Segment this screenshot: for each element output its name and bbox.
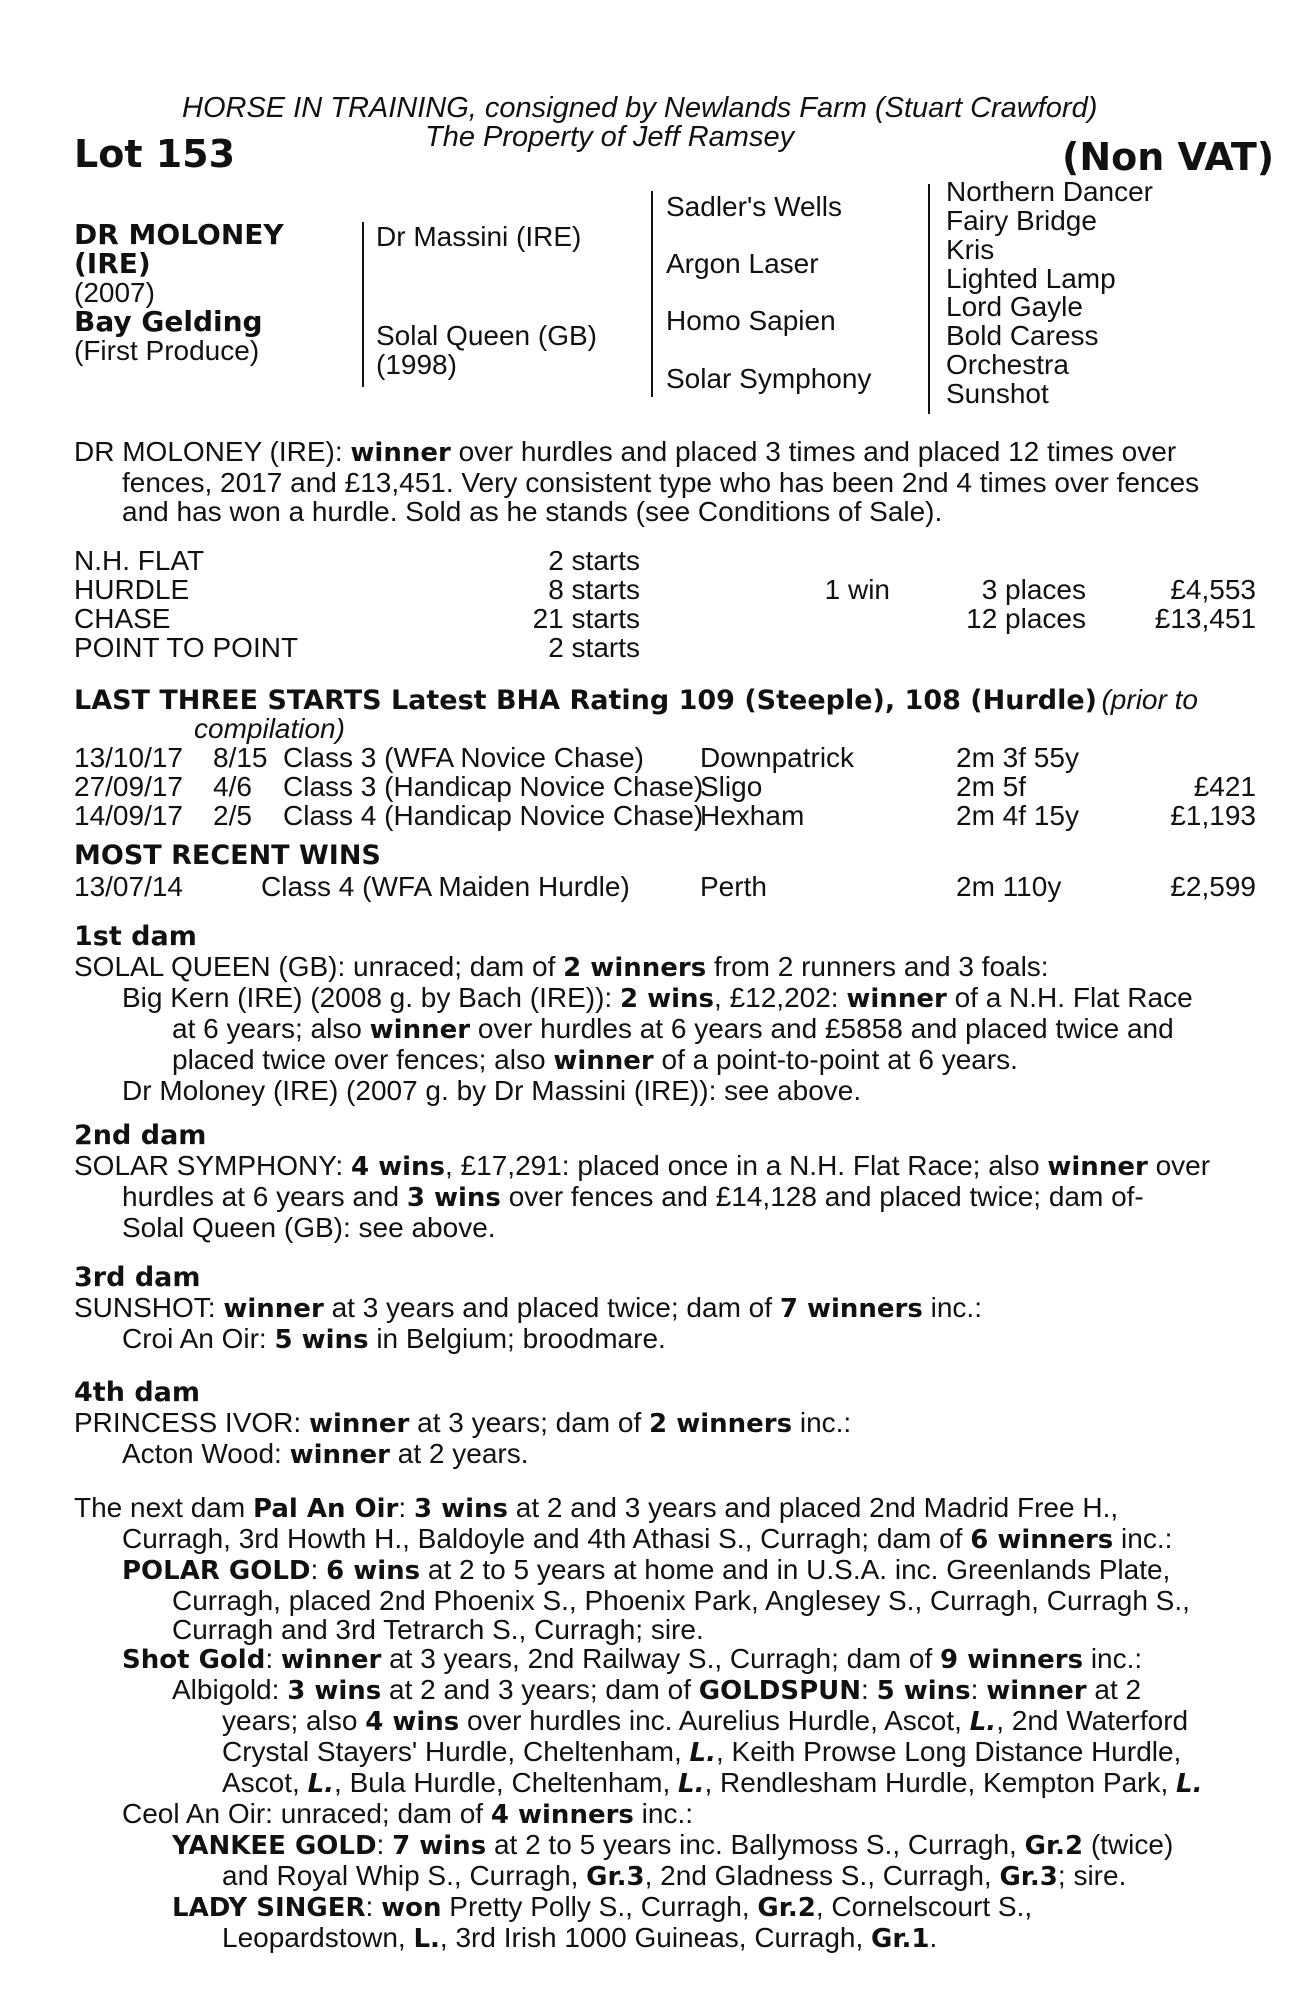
last-three-note: (prior to (1101, 684, 1198, 715)
start-distance: 2m 3f 55y (956, 742, 1079, 773)
start-prize: £421 (1193, 771, 1256, 802)
dam-text: inc.: (1121, 1523, 1173, 1554)
last-three-note-cont: compilation) (194, 713, 345, 744)
dam-highlight: 7 wins (392, 1831, 487, 1861)
dam-text: , Bula Hurdle, Cheltenham, (334, 1767, 671, 1798)
dam-text: at 2 to 5 years at home and in U.S.A. inc. Greenlands Plate, (427, 1554, 1171, 1585)
vat-status: (Non VAT) (1062, 135, 1275, 179)
dam-highlight: L. (678, 1769, 705, 1799)
dam-text: over hurdles at 6 years and £5858 and placed twice and (477, 1013, 1174, 1044)
dam-text: , £17,291: placed once in a N.H. Flat Race; also (445, 1150, 1040, 1181)
dam-highlight: winner (986, 1676, 1087, 1706)
dam-text: over hurdles inc. Aurelius Hurdle, Ascot, (467, 1705, 962, 1736)
dam-text: at 3 years; dam of (417, 1407, 642, 1438)
dam-text: at 2 and 3 years and placed 2nd Madrid Free H., (515, 1492, 1119, 1523)
record-starts: 8 starts (548, 574, 640, 605)
recent-wins-heading: MOST RECENT WINS (74, 840, 381, 871)
start-distance: 2m 5f (956, 771, 1027, 802)
dam-highlight: Gr.2 (1024, 1831, 1084, 1861)
third-dam-heading: 3rd dam (74, 1262, 201, 1293)
start-course: Sligo (700, 771, 763, 802)
dam-text: Big Kern (IRE) (2008 g. by Bach (IRE)): (122, 982, 613, 1013)
consignor-line: HORSE IN TRAINING, consigned by Newlands Farm (Stuart Crawford) (182, 92, 1098, 124)
dam-highlight: Gr.3 (586, 1862, 645, 1892)
horse-country: (IRE) (74, 247, 151, 280)
dam-text: at 3 years and placed twice; dam of (331, 1292, 773, 1323)
dam-highlight: 5 wins (876, 1676, 971, 1706)
dam-text: at 2 years. (397, 1438, 529, 1469)
fourth-dam-heading: 4th dam (74, 1377, 200, 1408)
dam-text: , 2nd Gladness S., Curragh, (644, 1860, 992, 1891)
dam-text: , 2nd Waterford (996, 1705, 1189, 1736)
first-dam-heading: 1st dam (74, 921, 197, 952)
pedigree-ancestor: Fairy Bridge (946, 205, 1097, 236)
dam-highlight: 4 winners (490, 1800, 634, 1830)
lot-number: Lot 153 (74, 132, 236, 176)
dam-highlight: 5 wins (274, 1325, 369, 1355)
dam-highlight: YANKEE GOLD (172, 1831, 377, 1861)
dam-text: SUNSHOT: (74, 1292, 216, 1323)
second-dam-heading: 2nd dam (74, 1120, 207, 1151)
dam-text: : (265, 1643, 274, 1674)
pedigree-ancestor: Lord Gayle (946, 291, 1083, 322)
start-position: 8/15 (213, 742, 268, 773)
dam-text: over (1155, 1150, 1211, 1181)
dam-highlight: Gr.3 (999, 1862, 1058, 1892)
horse-summary (74, 437, 1199, 526)
pedigree-ancestor: Kris (946, 234, 995, 265)
pedigree-ancestor: Lighted Lamp (946, 263, 1116, 294)
pedigree-grandparent: Homo Sapien (666, 305, 836, 336)
first-dam-text (74, 952, 1193, 1105)
pedigree-grandparent: Sadler's Wells (666, 191, 842, 222)
dam-highlight: 7 winners (779, 1294, 923, 1324)
start-date: 14/09/17 (74, 800, 183, 831)
start-race: Class 4 (Handicap Novice Chase) (283, 800, 704, 831)
dam-highlight: Gr.2 (757, 1893, 816, 1923)
dam-highlight: POLAR GOLD (122, 1556, 311, 1586)
dam-text: SOLAL QUEEN (GB): unraced; dam of (74, 951, 556, 982)
dam-text: , Keith Prowse Long Distance Hurdle, (715, 1736, 1182, 1767)
dam-highlight: 3 wins (413, 1494, 508, 1524)
win-race: Class 4 (WFA Maiden Hurdle) (261, 871, 630, 902)
pedigree-line-3 (928, 184, 930, 414)
dam-highlight: Pal An Oir (252, 1494, 399, 1524)
dam-text: inc.: (930, 1292, 982, 1323)
pedigree-ancestor: Northern Dancer (946, 176, 1153, 207)
dam-highlight: 3 wins (406, 1183, 501, 1213)
dam-highlight: winner (553, 1046, 654, 1076)
dam-highlight: winner (308, 1409, 410, 1439)
third-dam-text (74, 1293, 982, 1355)
dam-text: of a point-to-point at 6 years. (661, 1044, 1018, 1075)
dam-highlight: L. (1176, 1769, 1203, 1799)
dam-text: PRINCESS IVOR: (74, 1407, 302, 1438)
win-distance: 2m 110y (956, 871, 1062, 902)
record-prize: £13,451 (1154, 603, 1256, 634)
dam-text: Dr Moloney (IRE) (2007 g. by Dr Massini (IRE)): see above. (122, 1075, 862, 1106)
record-starts: 2 starts (548, 545, 640, 576)
dam-text: . (929, 1922, 938, 1953)
dam-highlight: GOLDSPUN (698, 1676, 862, 1706)
record-prize: £4,553 (1170, 574, 1256, 605)
dam-text: at 2 and 3 years; dam of (389, 1674, 691, 1705)
dam-highlight: winner (846, 984, 947, 1014)
dam-text: from 2 runners and 3 foals: (713, 951, 1049, 982)
dam-text: : (398, 1492, 407, 1523)
start-course: Downpatrick (700, 742, 855, 773)
dam-highlight: 2 winners (649, 1409, 793, 1439)
summary-line: fences, 2017 and £13,451. Very consistent type who has been 2nd 4 times over fences (122, 467, 1200, 498)
record-starts: 2 starts (548, 632, 640, 663)
dam-highlight: LADY SINGER (172, 1893, 366, 1923)
pedigree-line-1 (362, 222, 364, 387)
dam-text: : (376, 1829, 385, 1860)
dam-text: (twice) (1090, 1829, 1174, 1860)
dam-text: , Cornelscourt S., (815, 1891, 1033, 1922)
dam-text: , 3rd Irish 1000 Guineas, Curragh, (439, 1922, 864, 1953)
pedigree-ancestor: Bold Caress (946, 320, 1099, 351)
dam-text: Crystal Stayers' Hurdle, Cheltenham, (222, 1736, 682, 1767)
dam-text: of a N.H. Flat Race (954, 982, 1193, 1013)
pedigree-grandparent: Solar Symphony (666, 363, 872, 394)
dam-text: placed twice over fences; also (172, 1044, 546, 1075)
dam-text: SOLAR SYMPHONY: (74, 1150, 344, 1181)
horse-year: (2007) (74, 277, 155, 308)
dam-text: inc.: (641, 1798, 694, 1829)
next-dam-text (74, 1493, 1202, 1954)
start-date: 13/10/17 (74, 742, 183, 773)
horse-identity (74, 220, 284, 365)
dam-highlight: L. (307, 1769, 335, 1799)
pedigree-line-2 (651, 191, 653, 397)
dam-highlight: Gr.1 (871, 1924, 930, 1954)
dam-highlight: L. (689, 1738, 716, 1768)
dam-highlight: winner (369, 1015, 471, 1045)
win-date: 13/07/14 (74, 871, 183, 902)
dam-text: Pretty Polly S., Curragh, (449, 1891, 750, 1922)
dam-text: at 3 years, 2nd Railway S., Curragh; dam of (389, 1643, 933, 1674)
dam-text: Ascot, (222, 1767, 300, 1798)
last-three-heading: LAST THREE STARTS Latest BHA Rating 109 (Steeple), 108 (Hurdle) (74, 685, 1098, 716)
pedigree-dam-year: (1998) (376, 349, 457, 380)
record-starts: 21 starts (532, 603, 640, 634)
dam-highlight: 9 winners (940, 1645, 1084, 1675)
dam-highlight: 4 wins (365, 1707, 460, 1737)
horse-note: (First Produce) (74, 335, 260, 366)
last-three-heading-line (74, 685, 1198, 715)
dam-text: Solal Queen (GB): see above. (122, 1212, 496, 1243)
start-date: 27/09/17 (74, 771, 183, 802)
dam-highlight: 6 wins (326, 1556, 421, 1586)
pedigree-grandparent: Argon Laser (666, 248, 819, 279)
dam-text: at 2 to 5 years inc. Ballymoss S., Curragh, (493, 1829, 1017, 1860)
win-course: Perth (700, 871, 767, 902)
dam-text: Curragh, 3rd Howth H., Baldoyle and 4th Athasi S., Curragh; dam of (122, 1523, 963, 1554)
dam-text: : (970, 1674, 979, 1705)
dam-highlight: L. (969, 1707, 997, 1737)
win-prize: £2,599 (1170, 871, 1256, 902)
owner-line: The Property of Jeff Ramsey (425, 121, 795, 153)
dam-text: and Royal Whip S., Curragh, (222, 1860, 579, 1891)
start-position: 2/5 (213, 800, 252, 831)
pedigree-ancestor: Orchestra (946, 349, 1069, 380)
dam-text: , Rendlesham Hurdle, Kempton Park, (704, 1767, 1169, 1798)
dam-text: Acton Wood: (122, 1438, 282, 1469)
dam-text: Curragh and 3rd Tetrarch S., Curragh; sire. (172, 1614, 704, 1645)
dam-text: over fences and £14,128 and placed twice; dam of- (508, 1181, 1144, 1212)
dam-highlight: winner (289, 1440, 390, 1470)
dam-text: in Belgium; broodmare. (376, 1323, 666, 1354)
record-type: N.H. FLAT (74, 545, 205, 576)
dam-highlight: L. (413, 1924, 440, 1954)
start-prize: £1,193 (1170, 800, 1256, 831)
dam-highlight: 2 wins (619, 984, 715, 1014)
dam-highlight: winner (280, 1645, 382, 1675)
dam-text: at 6 years; also (172, 1013, 362, 1044)
pedigree-dam: Solal Queen (GB) (376, 320, 597, 351)
dam-text: inc.: (1090, 1643, 1143, 1674)
start-distance: 2m 4f 15y (956, 800, 1079, 831)
record-wins: 1 win (824, 574, 890, 605)
dam-highlight: 2 winners (563, 953, 707, 983)
dam-text: : (310, 1554, 319, 1585)
dam-highlight: won (381, 1893, 442, 1923)
pedigree-ancestor: Sunshot (946, 378, 1049, 409)
start-race: Class 3 (Handicap Novice Chase) (283, 771, 704, 802)
dam-highlight: winner (223, 1294, 324, 1324)
fourth-dam-text (74, 1408, 851, 1470)
dam-text: Croi An Oir: (122, 1323, 267, 1354)
dam-text: The next dam (74, 1492, 246, 1523)
dam-highlight: Shot Gold (122, 1645, 266, 1675)
summary-name: DR MOLONEY (IRE): (74, 436, 343, 467)
dam-text: : (365, 1891, 374, 1922)
dam-text: Albigold: (172, 1674, 280, 1705)
summary-line: and has won a hurdle. Sold as he stands (see Conditions of Sale). (122, 496, 943, 527)
dam-text: Curragh, placed 2nd Phoenix S., Phoenix Park, Anglesey S., Curragh, Curragh S., (172, 1585, 1190, 1616)
start-position: 4/6 (213, 771, 252, 802)
summary-winner: winner (350, 438, 451, 468)
dam-text: at 2 (1094, 1674, 1142, 1705)
dam-highlight: winner (1047, 1152, 1148, 1182)
horse-name: DR MOLONEY (74, 218, 284, 251)
dam-text: Leopardstown, (222, 1922, 406, 1953)
horse-sex: Bay Gelding (74, 305, 263, 338)
dam-highlight: 4 wins (350, 1152, 446, 1182)
pedigree-sire: Dr Massini (IRE) (376, 221, 582, 252)
dam-highlight: 3 wins (287, 1676, 382, 1706)
record-type: CHASE (74, 603, 171, 634)
record-places: 3 places (981, 574, 1086, 605)
dam-text: inc.: (799, 1407, 852, 1438)
dam-highlight: 6 winners (970, 1525, 1114, 1555)
summary-text: over hurdles and placed 3 times and placed 12 times over (458, 436, 1177, 467)
dam-text: Ceol An Oir: unraced; dam of (122, 1798, 484, 1829)
start-race: Class 3 (WFA Novice Chase) (283, 742, 644, 773)
record-type: HURDLE (74, 574, 190, 605)
dam-text: , £12,202: (714, 982, 839, 1013)
start-course: Hexham (700, 800, 805, 831)
second-dam-text (74, 1151, 1210, 1242)
dam-text: : (861, 1674, 869, 1705)
record-type: POINT TO POINT (74, 632, 299, 663)
record-places: 12 places (966, 603, 1086, 634)
dam-text: hurdles at 6 years and (122, 1181, 400, 1212)
dam-text: ; sire. (1057, 1860, 1127, 1891)
dam-text: years; also (222, 1705, 358, 1736)
